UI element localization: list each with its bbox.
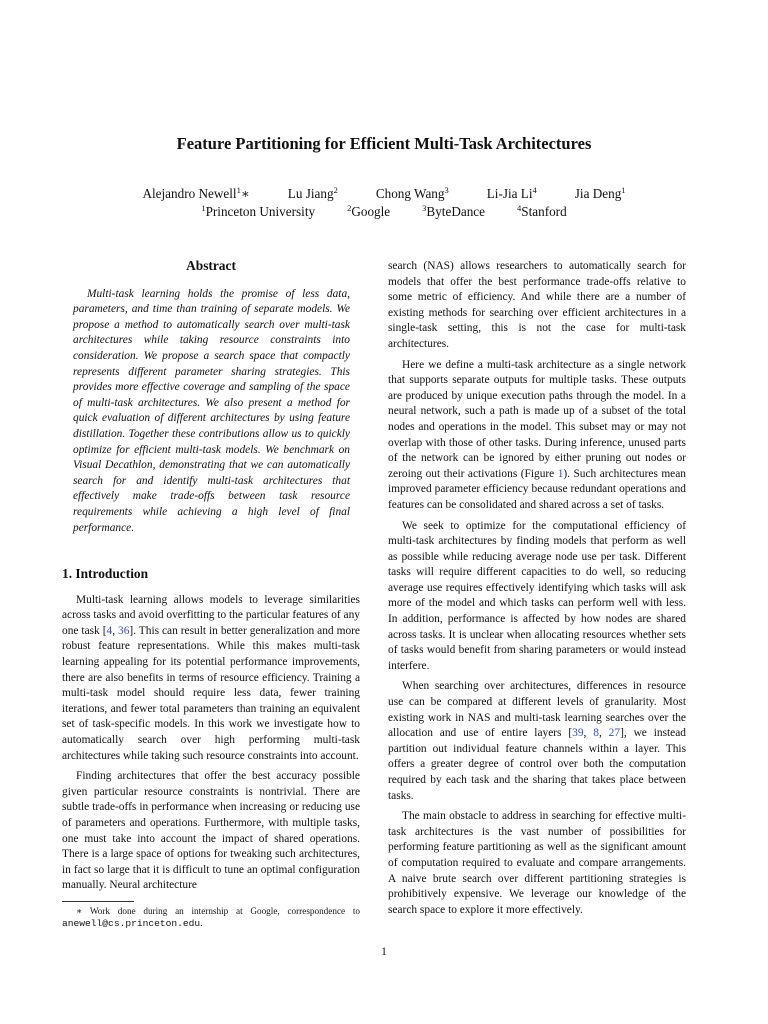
paragraph: Here we define a multi-task architecture as a single network that supports separate outputs for multiple tasks. These outputs are produced by unique execution paths through the model. In a neural network, such a path is made up of a subset of the total nodes and operations in the model. This subset may or may not overlap with those of other tasks. During inference, unused parts of the network can be ignored by either pruning out nodes or zeroing out their activations (Figure 1). Such architectures mean improved parameter efficiency because redundant operations and features can be consolidated and shared across a set of tasks. xyxy=(388,358,686,511)
affiliation: $^4$Stanford xyxy=(517,203,567,219)
author: Li-Jia Li$^4$ xyxy=(486,185,537,201)
page-number: 1 xyxy=(381,946,387,958)
paragraph: When searching over architectures, differences in resource use can be compared at different levels of granularity. Most existing work in NAS and multi-task learning searches over the allocation and use of entire layers [39, 8, 27], we instead partition out individual feature channels within a layer. This offers a greater degree of control over both the computation required by each task and the sharing that takes place between tasks. xyxy=(388,680,686,802)
citation-link[interactable]: 39 xyxy=(572,727,584,740)
paper-title: Feature Partitioning for Efficient Multi-Task Architectures xyxy=(176,134,592,153)
citation-link[interactable]: 27 xyxy=(608,727,621,740)
intro-paragraph-1: Multi-task learning allows models to leverage similarities across tasks and avoid overfitting to the particular features of any one task [4, 36]. This can result in better generalization and more robust feature representations. While this makes multi-task learning appealing for its potential performance improvements, there are also benefits in terms of resource efficiency. Training a multi-task model should require less data, fewer training iterations, and fewer total parameters than training an equivalent set of task-specific models. In this work we investigate how to automatically search over high performing multi-task architectures while taking such resource constraints into account. xyxy=(62,593,360,762)
citation-link[interactable]: 8 xyxy=(593,727,599,740)
author: Lu Jiang$^2$ xyxy=(287,185,338,201)
paragraph: The main obstacle to address in searching for effective multi-task architectures is the vast number of possibilities for performing feature partitioning as well as the significant amount of computation required to evaluate and compare arrangements. A naive brute search over different partitioning strategies is prohibitively expensive. We leverage our knowledge of the search space to explore it more effectively. xyxy=(388,810,686,916)
paragraph: search (NAS) allows researchers to automatically search for models that offer the best performance trade-offs relative to some metric of efficiency. And while there are a number of existing methods for searching over efficient architectures in a single-task setting, this is not the case for multi-task architectures. xyxy=(388,260,686,350)
author: Alejandro Newell$^1$∗ xyxy=(142,185,250,201)
citation-link[interactable]: 4 xyxy=(106,624,113,637)
abstract-text: Multi-task learning holds the promise of less data, parameters, and time than training of separate models. We propose a method to automatically search over multi-task architectures while taking resource constraints into consideration. We propose a search space that compactly represents different parameter sharing strategies. This provides more effective coverage and sampling of the space of multi-task architectures. We also present a method for quick evaluation of different architectures by using feature distillation. Together these contributions allow us to quickly optimize for efficient multi-task models. We benchmark on Visual Decathlon, demonstrating that we can automatically search for and identify multi-task architectures that effectively make trade-offs between task resource requirements while achieving a high level of final performance. xyxy=(73,287,350,534)
author-list xyxy=(0,186,768,202)
figure-link[interactable]: 1 xyxy=(557,467,564,480)
section-heading-introduction: 1. Introduction xyxy=(62,566,149,582)
author: Chong Wang$^3$ xyxy=(375,185,449,201)
author: Jia Deng$^1$ xyxy=(574,185,626,201)
footnote: ∗ Work done during an internship at Google, correspondence to anewell@cs.princeton.edu. xyxy=(62,905,360,929)
left-column xyxy=(62,256,360,930)
citation-link[interactable]: 36 xyxy=(118,624,130,637)
email-link[interactable]: anewell@cs.princeton.edu xyxy=(62,917,201,929)
affiliation: $^1$Princeton University xyxy=(201,203,316,219)
intro-paragraph-2: Finding architectures that offer the best accuracy possible given particular resource constraints is nontrivial. There are subtle trade-offs in performance when increasing or reducing use of parameters and operations. Furthermore, with multiple tasks, one must take into account the impact of shared operations. There is a large space of options for tweaking such architectures, in fact so large that it is difficult to tune an optimal configuration manually. Neural architecture xyxy=(62,770,360,892)
affiliation-list xyxy=(0,204,768,220)
footnote-divider xyxy=(62,901,134,902)
affiliation: $^3$ByteDance xyxy=(422,203,485,219)
paragraph: We seek to optimize for the computational efficiency of multi-task architectures by finding models that perform as well as possible while reducing average node use per task. Different tasks will require different capacities to do well, so reducing average use requires effectively identifying which tasks will ask more of the model and which tasks can perform well with less. In addition, performance is affected by how nodes are shared across tasks. It is unclear when allocating resources whether sets of tasks would benefit from sharing parameters or would instead interfere. xyxy=(388,519,686,672)
abstract-heading: Abstract xyxy=(186,258,236,273)
right-column xyxy=(388,259,686,923)
affiliation: $^2$Google xyxy=(347,203,391,219)
